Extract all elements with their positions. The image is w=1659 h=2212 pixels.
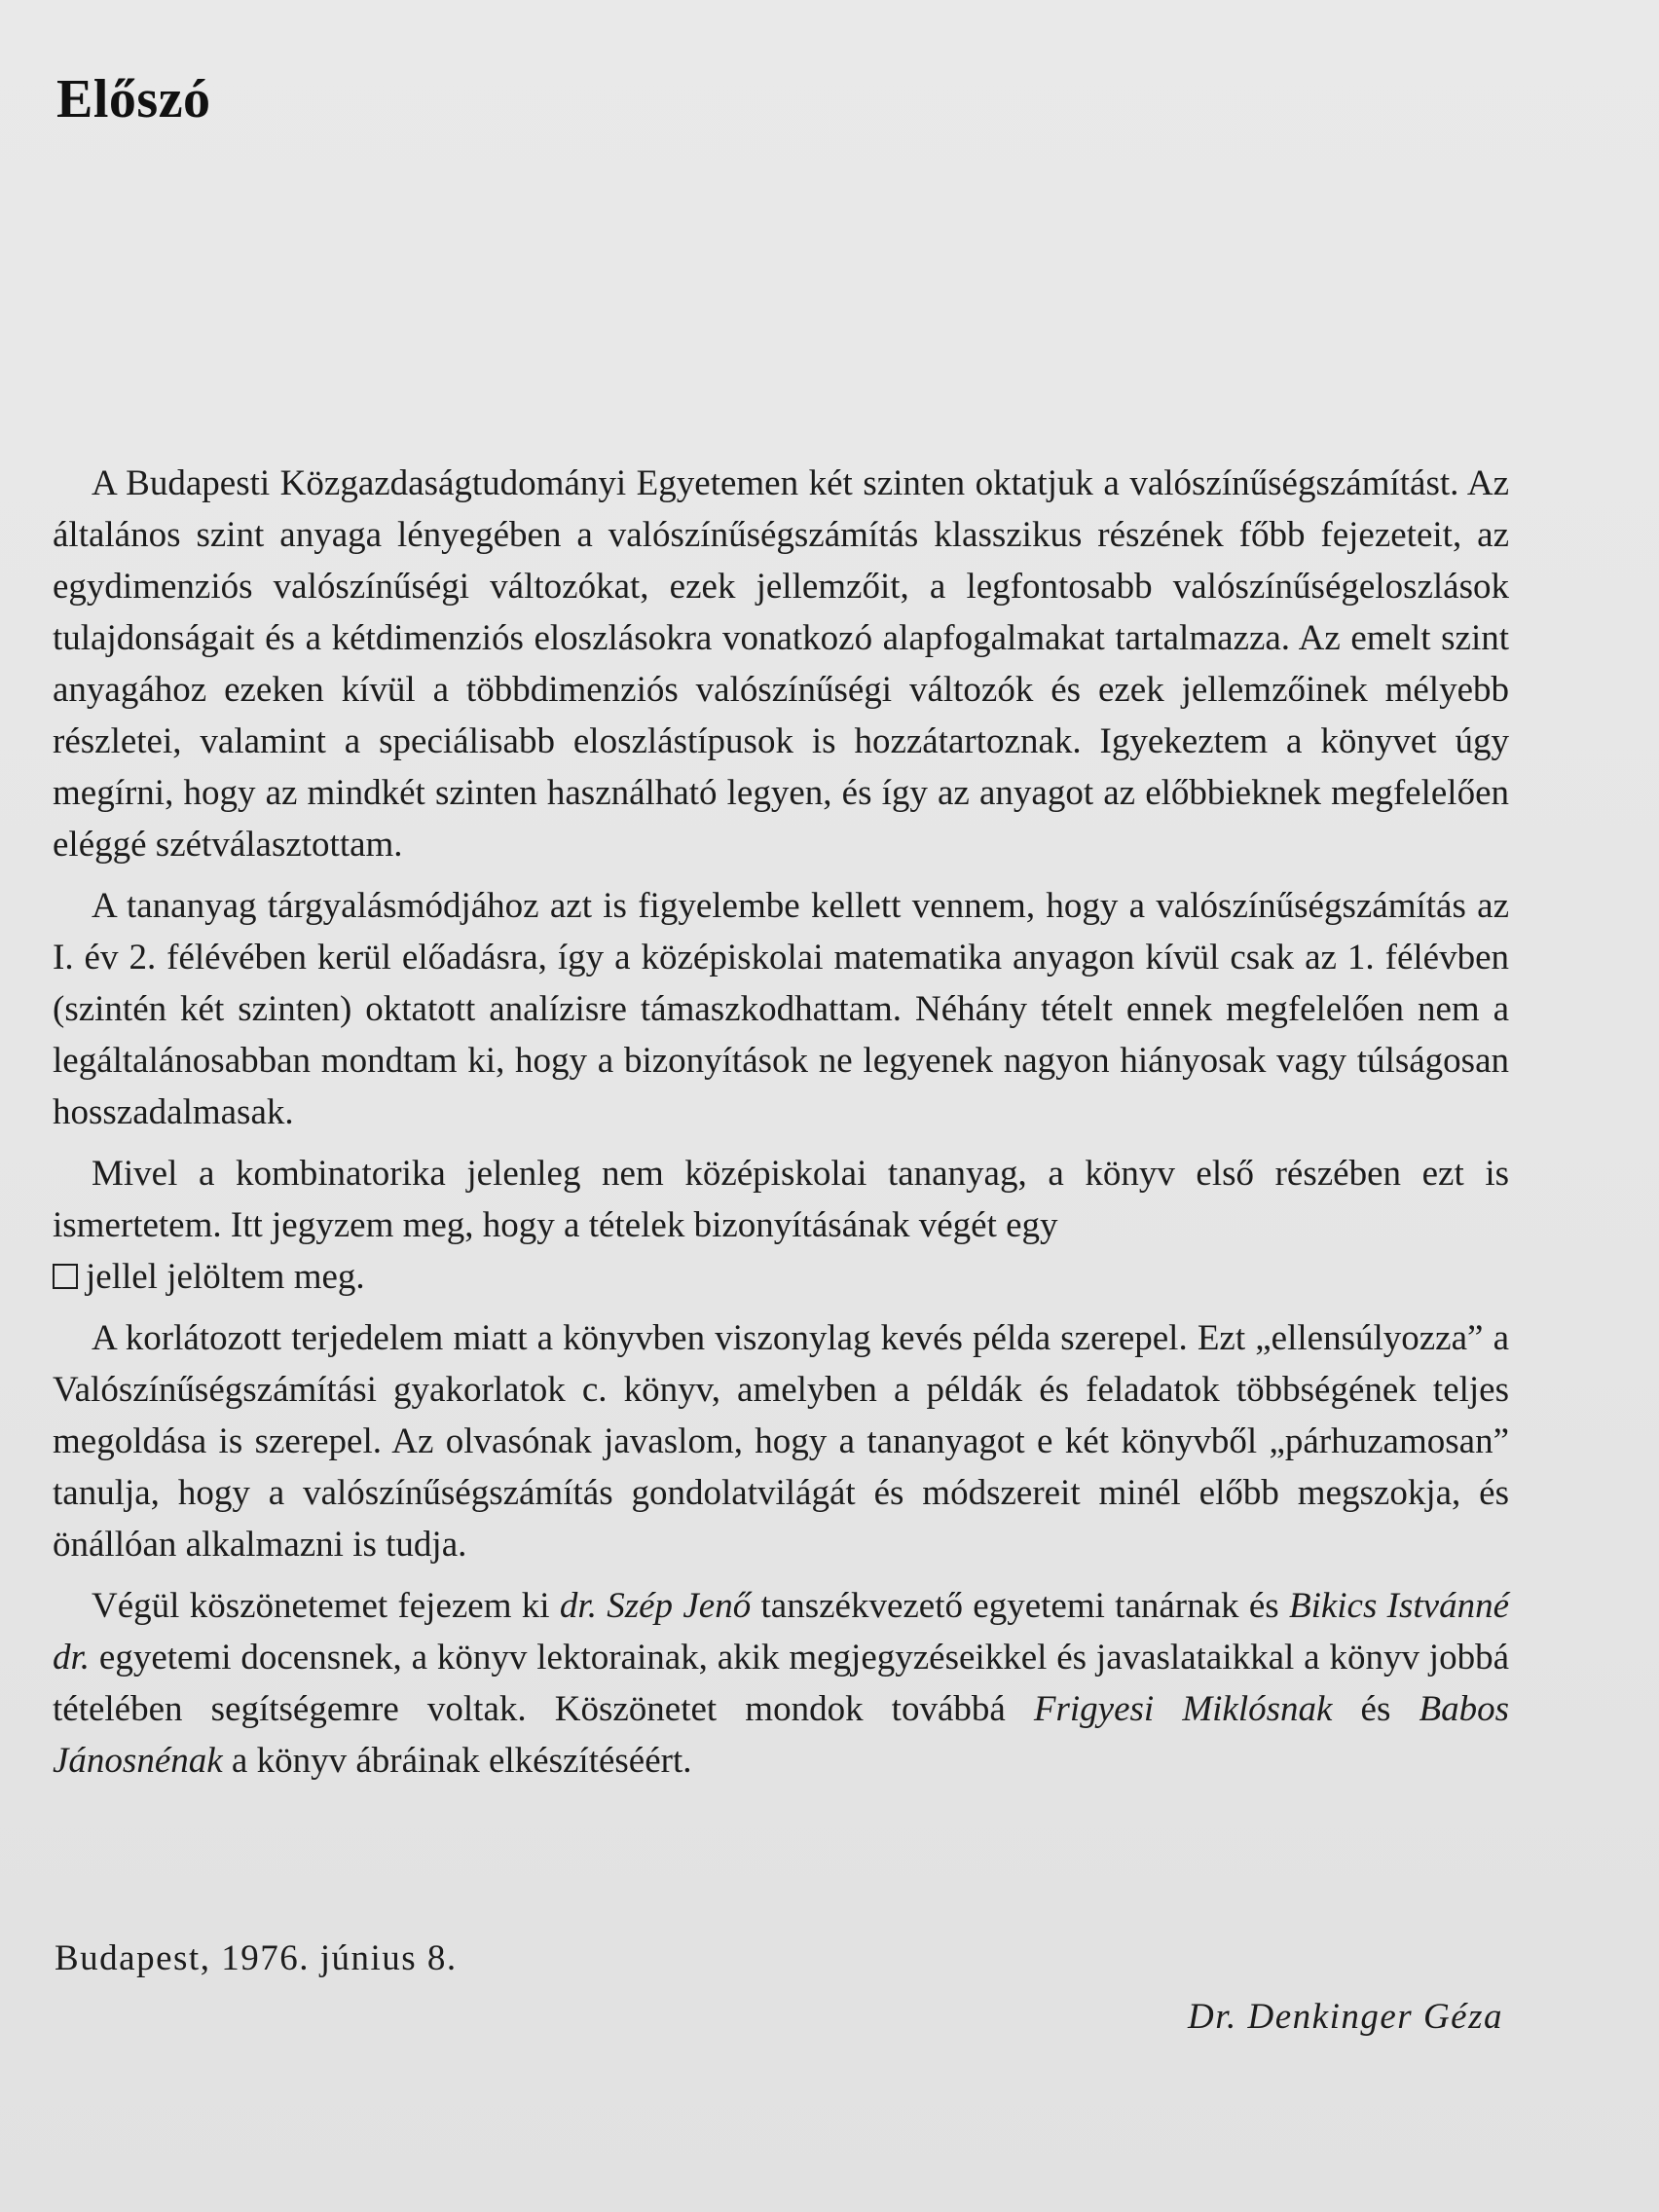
paragraph-4-text: A korlátozott terjedelem miatt a könyvben viszonylag kevés példa szerepel. Ezt „ellensúlyozza” a Valószínűségszámítási gyakorlatok c. könyv, amelyben a példák és feladatok többségének teljes megoldása is szerepel. Az olvasónak javaslom, hogy a tananyagot e két könyvből „párhuzamosan” tanulja, hogy a valószínűségszámítás gondolatvilágát és módszereit minél előbb megszokja, és önállóan alkalmazni is tudja. — [53, 1318, 1509, 1565]
paragraph-3 — [53, 1148, 1509, 1303]
preface-body — [53, 458, 1509, 1796]
paragraph-5-seg-7: és — [1332, 1689, 1419, 1729]
place-date: Budapest, 1976. június 8. — [55, 1938, 458, 1978]
page-title: Előszó — [56, 69, 211, 129]
paragraph-5-seg-2: dr. Szép Jenő — [559, 1586, 752, 1626]
paragraph-1-text: A Budapesti Közgazdaságtudományi Egyetemen két szinten oktatjuk a valószínűségszámítást. Az általános szint anyaga lényegében a valószínűségszámítás klasszikus részének főbb fejezeteit, az egydimenziós valószínűségi változókat, ezek jellemzőit, a legfontosabb valószínűségeloszlások tulajdonságait és a kétdimenziós eloszlásokra vonatkozó alapfogalmakat tartalmazza. Az emelt szint anyagához ezeken kívül a többdimenziós valószínűségi változók és ezek jellemzőinek mélyebb részletei, valamint a speciálisabb eloszlástípusok is hozzátartoznak. Igyekeztem a könyvet úgy megírni, hogy az mindkét szinten használható legyen, és így az anyagot az előbbieknek megfelelően eléggé szétválasztottam. — [53, 463, 1509, 865]
paragraph-2-text: A tananyag tárgyalásmódjához azt is figyelembe kellett vennem, hogy a valószínűségszámítás az I. év 2. félévében kerül előadásra, így a középiskolai matematika anyagon kívül csak az 1. félévben (szintén két szinten) oktatott analízisre támaszkodhattam. Néhány tételt ennek megfelelően nem a legáltalánosabban mondtam ki, hogy a bizonyítások ne legyenek nagyon hiányosak vagy túlságosan hosszadalmasak. — [53, 886, 1509, 1132]
paragraph-5-seg-5: egyetemi docensnek, a könyv lektorainak, akik megjegyzéseikkel és javaslataikkal a könyv jobbá tételében segítségemre voltak. Köszönetet mondok továbbá — [53, 1638, 1509, 1729]
paragraph-5-seg-4: Bikics Istvánné dr. — [53, 1586, 1510, 1677]
qed-square-icon — [53, 1264, 78, 1289]
paragraph-2 — [53, 880, 1509, 1138]
paragraph-5-seg-3: tanszékvezető egyetemi tanárnak és — [751, 1586, 1289, 1626]
paragraph-5-seg-9: a könyv ábráinak elkészítéséért. — [222, 1741, 692, 1781]
paragraph-5-seg-1: Végül köszönetemet fejezem ki — [92, 1586, 560, 1626]
paragraph-5 — [53, 1580, 1509, 1787]
paragraph-4 — [53, 1312, 1509, 1570]
paragraph-3-text: Mivel a kombinatorika jelenleg nem középiskolai tananyag, a könyv első részében ezt is ismertetem. Itt jegyzem meg, hogy a tételek bizonyításának végét egy — [53, 1154, 1509, 1245]
paragraph-1 — [53, 458, 1509, 870]
author-signature: Dr. Denkinger Géza — [1188, 1997, 1503, 2037]
paragraph-3-box-text: jellel jelöltem meg. — [86, 1257, 365, 1297]
paragraph-5-seg-6: Frigyesi Miklósnak — [1033, 1689, 1333, 1729]
paragraph-5-seg-8: Babos Jánosnénak — [53, 1689, 1509, 1781]
